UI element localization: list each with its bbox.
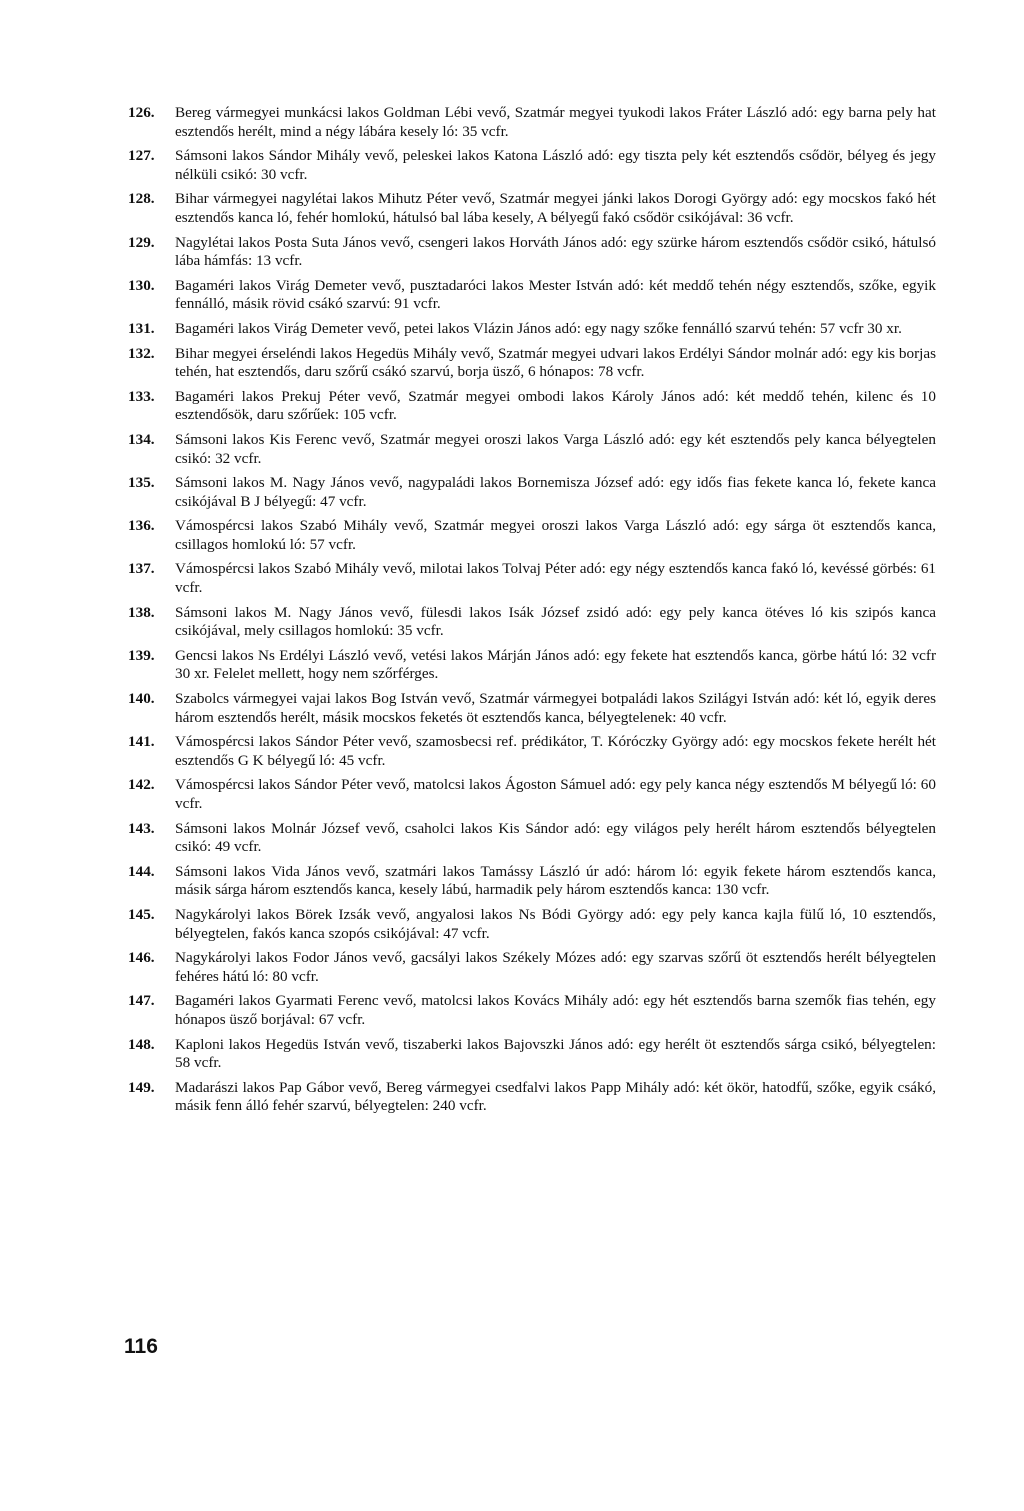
- entry-number: 137.: [128, 560, 155, 578]
- entry: [128, 776, 936, 813]
- entry-list: [128, 104, 936, 1122]
- entry-number: 131.: [128, 319, 155, 337]
- entry-text: Sámsoni lakos Sándor Mihály vevő, peleskei lakos Katona László adó: egy tiszta pely két esztendős csődör, bélyeg és jegy nélküli csikó: 30 vcfr.: [175, 147, 936, 183]
- entry-text: Sámsoni lakos M. Nagy János vevő, fülesdi lakos Isák József zsidó adó: egy pely kanca ötéves ló kis szipós kanca csikójával, mely csillagos homlokú: 35 vcfr.: [175, 603, 936, 640]
- entry-number: 142.: [128, 776, 155, 794]
- entry-text: Bagaméri lakos Prekuj Péter vevő, Szatmár megyei ombodi lakos Károly János adó: két meddő tehén, kilenc és 10 esztendősök, daru szőrűek: 105 vcfr.: [175, 387, 936, 424]
- entry-text: Gencsi lakos Ns Erdélyi László vevő, vetési lakos Márján János adó: egy fekete hat esztendős kanca, görbe hátú ló: 32 vcfr 30 xr. Felelet mellett, hogy nem szőrférges.: [175, 646, 936, 683]
- entry-text: Bagaméri lakos Virág Demeter vevő, pusztadaróci lakos Mester István adó: két meddő tehén négy esztendős, szőke, egyik fennálló, másik rövid csákó szarvú: 91 vcfr.: [175, 276, 936, 313]
- entry-number: 132.: [128, 344, 155, 362]
- entry-number: 149.: [128, 1078, 155, 1096]
- entry: [128, 647, 936, 684]
- entry-text: Bihar megyei érseléndi lakos Hegedüs Mihály vevő, Szatmár megyei udvari lakos Erdélyi Sándor molnár adó: egy kis borjas tehén, hat esztendős, daru szőrű csákó szarvú, borja üsző, 6 hónapos: 78 vcfr.: [175, 344, 936, 381]
- entry: [128, 388, 936, 425]
- entry-number: 144.: [128, 862, 155, 880]
- entry-number: 147.: [128, 992, 155, 1010]
- entry-number: 139.: [128, 646, 155, 664]
- entry: [128, 863, 936, 900]
- entry-number: 136.: [128, 517, 155, 535]
- entry: [128, 690, 936, 727]
- entry-number: 143.: [128, 819, 155, 837]
- entry: [128, 431, 936, 468]
- entry-number: 126.: [128, 104, 155, 121]
- entry-text: Vámospércsi lakos Szabó Mihály vevő, Szatmár megyei oroszi lakos Varga László adó: egy sárga öt esztendős kanca, csillagos homlokú ló: 57 vcfr.: [175, 517, 936, 553]
- entry-number: 140.: [128, 690, 155, 708]
- entry: [128, 474, 936, 511]
- entry-number: 134.: [128, 430, 155, 448]
- entry: [128, 190, 936, 227]
- entry-text: Sámsoni lakos Kis Ferenc vevő, Szatmár megyei oroszi lakos Varga László adó: egy két esztendős pely kanca bélyegtelen csikó: 32 vcfr.: [175, 430, 936, 467]
- entry: [128, 345, 936, 382]
- entry-text: Bagaméri lakos Gyarmati Ferenc vevő, matolcsi lakos Kovács Mihály adó: egy hét esztendős barna szemők fias tehén, egy hónapos üsző borjával: 67 vcfr.: [175, 992, 936, 1028]
- entry: [128, 1036, 936, 1073]
- entry-text: Bagaméri lakos Virág Demeter vevő, petei lakos Vlázin János adó: egy nagy szőke fennálló szarvú tehén: 57 vcfr 30 xr.: [175, 319, 902, 337]
- entry-text: Bihar vármegyei nagylétai lakos Mihutz Péter vevő, Szatmár megyei jánki lakos Dorogi György adó: egy mocskos fakó hét esztendős kanca ló, fehér homlokú, hátulsó bal lába kesely, A bélyegű fakó csődör csikójával: 36 vcfr.: [175, 190, 936, 226]
- entry: [128, 992, 936, 1029]
- entry-number: 146.: [128, 949, 155, 967]
- entry: [128, 604, 936, 641]
- entry: [128, 320, 936, 339]
- entry: [128, 906, 936, 943]
- entry: [128, 234, 936, 271]
- entry-text: Szabolcs vármegyei vajai lakos Bog István vevő, Szatmár vármegyei botpaládi lakos Szilágyi István adó: két ló, egyik deres három esztendős herélt, másik mocskos feketés öt esztendős kanca, bélyegtelenek: 40 vcfr.: [175, 690, 936, 726]
- entry: [128, 733, 936, 770]
- entry-number: 135.: [128, 474, 155, 492]
- entry-text: Madarászi lakos Pap Gábor vevő, Bereg vármegyei csedfalvi lakos Papp Mihály adó: két ökör, hatodfű, szőke, egyik csákó, másik fenn álló fehér szarvú, bélyegtelen: 240 vcfr.: [175, 1078, 936, 1115]
- entry-text: Vámospércsi lakos Sándor Péter vevő, matolcsi lakos Ágoston Sámuel adó: egy pely kanca négy esztendős M bélyegű ló: 60 vcfr.: [175, 776, 936, 812]
- entry-number: 133.: [128, 387, 155, 405]
- entry-text: Sámsoni lakos M. Nagy János vevő, nagypaládi lakos Bornemisza József adó: egy idős fias fekete kanca ló, fekete kanca csikójával B J bélyegű: 47 vcfr.: [175, 474, 936, 510]
- entry: [128, 820, 936, 857]
- page-number: 116: [124, 1335, 158, 1358]
- entry-number: 138.: [128, 603, 155, 621]
- entry-text: Kaploni lakos Hegedüs István vevő, tiszaberki lakos Bajovszki János adó: egy herélt öt esztendős sárga csikó, bélyegtelen: 58 vcfr.: [175, 1035, 936, 1072]
- entry-text: Vámospércsi lakos Sándor Péter vevő, szamosbecsi ref. prédikátor, T. Kóróczky György adó: egy mocskos fekete herélt hét esztendős G K bélyegű ló: 45 vcfr.: [175, 733, 936, 769]
- entry-number: 128.: [128, 190, 155, 208]
- entry: [128, 949, 936, 986]
- entry-text: Nagykárolyi lakos Fodor János vevő, gacsályi lakos Székely Mózes adó: egy szarvas szőrű öt esztendős herélt bélyegtelen fehéres hátú ló: 80 vcfr.: [175, 949, 936, 985]
- entry-number: 148.: [128, 1035, 155, 1053]
- entry: [128, 104, 936, 141]
- entry-number: 130.: [128, 276, 155, 294]
- entry: [128, 147, 936, 184]
- entry-text: Nagykárolyi lakos Börek Izsák vevő, angyalosi lakos Ns Bódi György adó: egy pely kanca kajla fülű ló, 10 esztendős, bélyegtelen, fakós kanca szopós csikójával: 47 vcfr.: [175, 905, 936, 942]
- entry: [128, 517, 936, 554]
- entry: [128, 277, 936, 314]
- entry-text: Vámospércsi lakos Szabó Mihály vevő, milotai lakos Tolvaj Péter adó: egy négy esztendős kanca fakó ló, kevéssé görbés: 61 vcfr.: [175, 560, 936, 597]
- entry: [128, 560, 936, 597]
- entry-number: 141.: [128, 733, 155, 751]
- entry-text: Bereg vármegyei munkácsi lakos Goldman Lébi vevő, Szatmár megyei tyukodi lakos Fráter László adó: egy barna pely hat esztendős herélt, mind a négy lábára kesely ló: 35 vcfr.: [175, 104, 936, 140]
- entry-number: 145.: [128, 905, 155, 923]
- entry-text: Nagylétai lakos Posta Suta János vevő, csengeri lakos Horváth János adó: egy szürke három esztendős csődör csikó, hátulsó lába hámfás: 13 vcfr.: [175, 233, 936, 270]
- entry-number: 129.: [128, 233, 155, 251]
- entry-text: Sámsoni lakos Molnár József vevő, csaholci lakos Kis Sándor adó: egy világos pely herélt három esztendős bélyegtelen csikó: 49 vcfr.: [175, 819, 936, 856]
- entry-text: Sámsoni lakos Vida János vevő, szatmári lakos Tamássy László úr adó: három ló: egyik fekete három esztendős kanca, másik sárga három esztendős kanca, kesely lábú, harmadik pely három esztendős kanca: 130 vcfr.: [175, 862, 936, 899]
- entry-number: 127.: [128, 147, 155, 165]
- entry: [128, 1079, 936, 1116]
